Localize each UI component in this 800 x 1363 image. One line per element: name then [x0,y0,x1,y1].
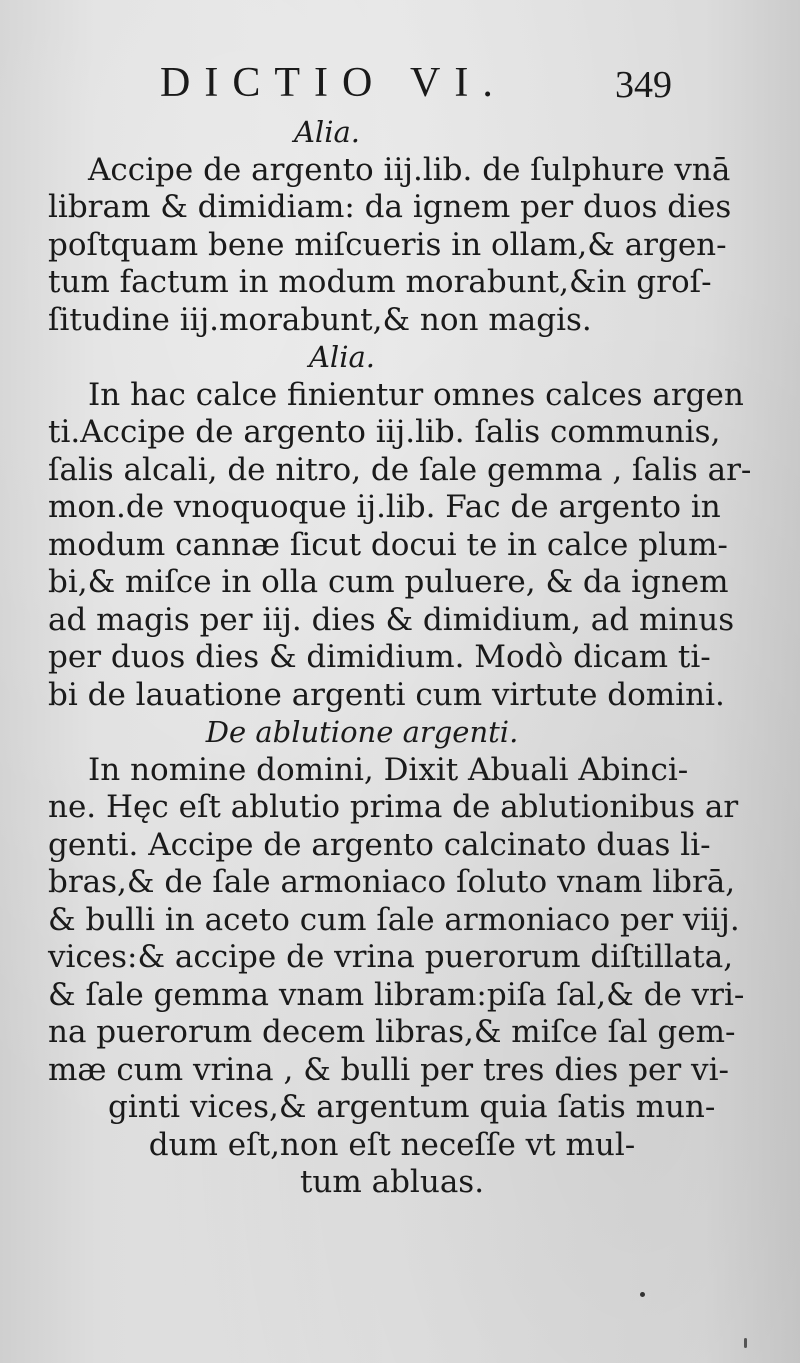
text-line: bras,& de ſale armoniaco ſoluto vnam librā, [48,864,736,900]
text-line: & bulli in aceto cum ſale armoniaco per viij. [48,901,740,938]
text-line-tapered: dum eſt,non eſt neceſſe vt mul- [148,1126,636,1163]
page-number: 349 [615,64,672,106]
text-line: genti. Accipe de argento calcinato duas li- [48,826,711,863]
section-heading-alia-2: Alia. [308,340,375,374]
text-line: mæ cum vrina , & bulli per tres dies per vi- [48,1051,729,1088]
text-line: per duos dies & dimidium. Modò dicam ti- [48,639,711,675]
paper-speck [744,1338,747,1348]
page-body [48,114,752,1202]
text-line-tapered: tum abluas. [299,1164,485,1200]
text-line: tum factum in modum morabunt,&in groſ- [48,264,712,300]
text-line: ſalis alcali, de nitro, de ſale gemma , ſalis ar- [48,451,752,488]
text-line: libram & dimidiam: da ignem per duos dies [48,189,732,225]
text-line: ad magis per iij. dies & dimidium, ad minus [48,601,735,638]
section-heading-ablution: De ablutione argenti. [205,715,519,749]
running-head: DICTIO VI. [160,60,507,106]
text-line: & ſale gemma vnam libram:piſa ſal,& de vri- [48,976,745,1013]
paper-speck [640,1292,645,1297]
text-line: In nomine domini, Dixit Abuali Abinci- [88,751,689,788]
text-line: bi,& miſce in olla cum puluere, & da ignem [48,564,729,600]
text-line: ne. Hęc eſt ablutio prima de ablutionibus ar [48,789,739,825]
text-line: modum cannæ ſicut docui te in calce plum- [48,526,728,563]
text-line: vices:& accipe de vrina puerorum diſtillata, [48,939,734,975]
text-line-tapered: ginti vices,& argentum quia ſatis mun- [108,1089,716,1125]
text-line: poſtquam bene miſcueris in ollam,& argen- [48,226,727,263]
text-line: bi de lauatione argenti cum virtute domini. [48,676,725,713]
paragraph-3 [48,751,745,1202]
page-header [160,58,680,108]
text-line: ti.Accipe de argento iij.lib. ſalis communis, [48,414,721,450]
text-line: ſitudine iij.morabunt,& non magis. [48,301,592,338]
paragraph-2 [48,376,752,715]
text-line: Accipe de argento iij.lib. de ſulphure vnā [88,151,731,188]
text-line: mon.de vnoquoque ij.lib. Fac de argento in [48,489,721,525]
paragraph-1 [48,151,732,340]
text-line: na puerorum decem libras,& miſce ſal gem- [48,1014,736,1050]
text-line: In hac calce finientur omnes calces argen [88,376,744,413]
section-heading-alia-1: Alia. [293,115,360,149]
